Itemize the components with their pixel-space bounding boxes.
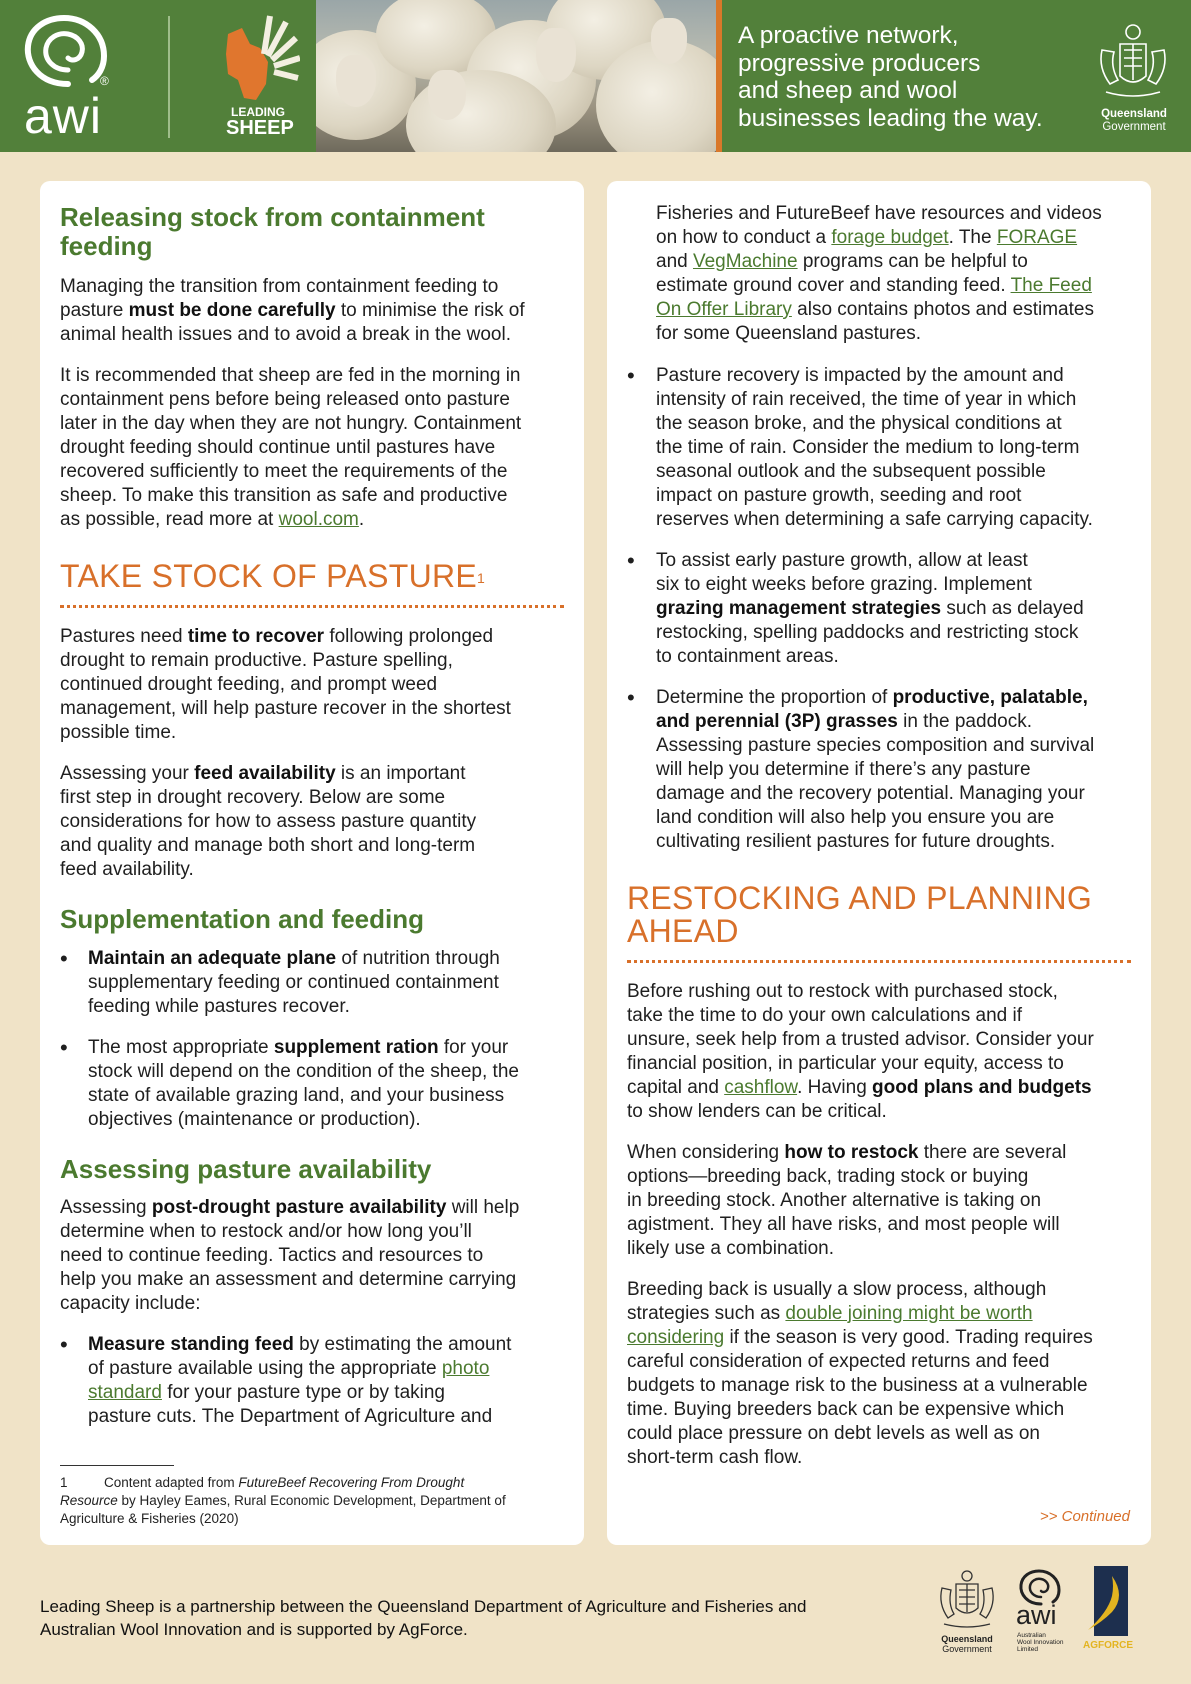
footer-queensland-label <box>930 1634 1004 1654</box>
continued-label[interactable]: >> Continued <box>1039 1508 1130 1525</box>
header-accent-stripe <box>716 0 722 152</box>
text-line <box>627 1302 1137 1326</box>
text-line: six to eight weeks before grazing. Implement <box>656 574 1032 595</box>
qld-sub: Government <box>1102 121 1166 133</box>
heading-assessing-pasture: Assessing pasture availability <box>60 1154 432 1184</box>
cashflow-link[interactable]: cashflow <box>724 1077 798 1098</box>
text-run: also contains photos and estimates <box>791 299 1094 320</box>
heading-restocking <box>627 882 1147 948</box>
text-run: . Having <box>797 1077 873 1098</box>
text-run: such as delayed <box>941 598 1084 619</box>
bullet-early-growth <box>656 549 1136 669</box>
photo-standard-link-cont[interactable]: standard <box>88 1382 162 1403</box>
bold-text: post-drought pasture availability <box>151 1197 447 1218</box>
text-line: the time of rain. Consider the medium to long-term <box>656 437 1080 458</box>
bullet-dot: • <box>60 1035 68 1060</box>
bold-text: productive, palatable, <box>892 687 1088 708</box>
text-line <box>656 226 1136 250</box>
tagline-line: and sheep and wool <box>738 77 958 104</box>
paragraph-forage-resources <box>656 202 1136 346</box>
text-line <box>60 1196 580 1220</box>
dotted-divider <box>60 605 564 608</box>
text-run: for your pasture type or by taking <box>161 1382 445 1403</box>
text-run: if the season is very good. Trading requires <box>724 1327 1093 1348</box>
text-run: of pasture available using the appropriate <box>88 1358 442 1379</box>
text-run: Determine the proportion of <box>656 687 893 708</box>
bold-text: must be done carefully <box>128 300 336 321</box>
partnership-statement <box>40 1595 890 1641</box>
text-line: determine when to restock and/or how long you’ll <box>60 1221 472 1242</box>
text-run: following prolonged <box>324 626 494 647</box>
leading-sheep-line1: LEADING <box>231 105 285 119</box>
text-line: intensity of rain received, the time of year in which <box>656 389 1077 410</box>
paragraph-feed-availability <box>60 762 580 882</box>
text-line: Leading Sheep is a partnership between the Queensland Department of Agriculture and Fisheries and <box>40 1597 807 1616</box>
text-line <box>656 686 1136 710</box>
text-line: careful consideration of expected returns and feed <box>627 1351 1050 1372</box>
text-run: by estimating the amount <box>293 1334 512 1355</box>
paragraph-pastures-recover <box>60 625 580 745</box>
text-run: programs can be helpful to <box>797 251 1028 272</box>
text-line: drought to remain productive. Pasture spelling, <box>60 650 453 671</box>
text-run: and <box>656 251 693 272</box>
paragraph-transition <box>60 275 580 347</box>
leading-sheep-line2: SHEEP <box>226 117 294 139</box>
text-line: Pasture recovery is impacted by the amount and <box>656 365 1064 386</box>
bold-text: how to restock <box>784 1142 919 1163</box>
heading-line: RESTOCKING AND PLANNING <box>627 880 1093 916</box>
text-run: by Hayley Eames, Rural Economic Development, Department of <box>117 1493 506 1508</box>
bullet-3p-grasses <box>656 686 1136 854</box>
text-line: capacity include: <box>60 1293 201 1314</box>
header-tagline <box>738 22 1088 132</box>
text-line: Assessing pasture species composition and survival <box>656 735 1095 756</box>
footnote-line: Agriculture & Fisheries (2020) <box>60 1511 239 1526</box>
text-line: drought feeding should continue until pastures have <box>60 437 496 458</box>
agforce-wordmark: AGFORCE <box>1083 1640 1133 1651</box>
forage-budget-link[interactable]: forage budget <box>831 227 949 248</box>
leading-sheep-wordmark <box>226 105 294 139</box>
awi-sub-line: Limited <box>1017 1646 1038 1653</box>
paragraph-before-rushing <box>627 980 1137 1124</box>
text-run: Assessing your <box>60 763 195 784</box>
text-line <box>627 1141 1137 1165</box>
text-line: time. Buying breeders back can be expensive which <box>627 1399 1065 1420</box>
italic-text: Resource <box>60 1493 118 1508</box>
text-line: in breeding stock. Another alternative is taking on <box>627 1190 1042 1211</box>
text-line: pasture cuts. The Department of Agriculture and <box>88 1406 493 1427</box>
bold-text: grazing management strategies <box>656 598 942 619</box>
wool-com-link[interactable]: wool.com <box>278 509 359 530</box>
text-line <box>60 508 580 532</box>
text-line: animal health issues and to avoid a break in the wool. <box>60 324 511 345</box>
text-line: first step in drought recovery. Below are some <box>60 787 446 808</box>
heading-releasing-stock <box>60 203 580 261</box>
text-run: The most appropriate <box>88 1037 274 1058</box>
heading-take-stock <box>60 560 580 593</box>
text-run: there are several <box>918 1142 1067 1163</box>
footnote-number: 1 <box>60 1475 68 1490</box>
text-line: land condition will also help you ensure you are <box>656 807 1055 828</box>
footer-awi-wordmark: awi <box>1016 1600 1057 1630</box>
registered-mark: ® <box>100 74 109 88</box>
text-line: objectives (maintenance or production). <box>88 1109 421 1130</box>
text-line: containment pens before being released onto pasture <box>60 389 510 410</box>
text-line: feeding while pastures recover. <box>88 996 350 1017</box>
footnote-line <box>60 1492 576 1510</box>
feed-on-offer-link[interactable]: The Feed <box>1010 275 1092 296</box>
text-line: continued drought feeding, and prompt weed <box>60 674 438 695</box>
text-line: likely use a combination. <box>627 1238 834 1259</box>
feed-on-offer-link-cont[interactable]: On Offer Library <box>656 299 792 320</box>
bold-text: Maintain an adequate plane <box>88 948 337 969</box>
heading-supplementation: Supplementation and feeding <box>60 904 425 934</box>
heading-line: Releasing stock from containment <box>60 202 485 232</box>
double-joining-link-cont[interactable]: considering <box>627 1327 725 1348</box>
text-line: agistment. They all have risks, and most people will <box>627 1214 1060 1235</box>
heading-line: feeding <box>60 231 153 261</box>
text-line: short-term cash flow. <box>627 1447 803 1468</box>
paragraph-breeding-back <box>627 1278 1137 1470</box>
italic-text: FutureBeef Recovering From Drought <box>238 1475 465 1490</box>
qld-name: Queensland <box>941 1634 993 1644</box>
text-line <box>656 710 1136 734</box>
text-line <box>88 1036 578 1060</box>
footnote-marker: 1 <box>477 570 486 586</box>
text-run: will help <box>446 1197 520 1218</box>
bold-text: and perennial (3P) grasses <box>656 711 898 732</box>
text-run: strategies such as <box>627 1303 786 1324</box>
paragraph-how-to-restock <box>627 1141 1137 1261</box>
text-line: feed availability. <box>60 859 194 880</box>
paragraph-post-drought-availability <box>60 1196 580 1316</box>
text-run: Assessing <box>60 1197 152 1218</box>
text-line: and quality and manage both short and long-term <box>60 835 476 856</box>
bold-text: time to recover <box>187 626 325 647</box>
text-line <box>656 298 1136 322</box>
text-run: of nutrition through <box>336 948 500 969</box>
footnote-rule <box>60 1465 174 1466</box>
footnote-line <box>60 1474 576 1492</box>
text-line <box>627 1076 1137 1100</box>
text-line: Australian Wool Innovation and is supported by AgForce. <box>40 1620 468 1639</box>
double-joining-link[interactable]: double joining might be worth <box>785 1303 1033 1324</box>
text-run: as possible, read more at <box>60 509 279 530</box>
text-line: recovered sufficiently to meet the requirements of the <box>60 461 508 482</box>
text-line: stock will depend on the condition of the sheep, the <box>88 1061 519 1082</box>
text-run: Content adapted from <box>104 1475 239 1490</box>
text-line: damage and the recovery potential. Managing your <box>656 783 1085 804</box>
text-run: When considering <box>627 1142 785 1163</box>
text-run: capital and <box>627 1077 725 1098</box>
bullet-pasture-recovery <box>656 364 1136 532</box>
queensland-government-label <box>1090 108 1178 134</box>
text-line: Breeding back is usually a slow process, although <box>627 1279 1047 1300</box>
text-line: restocking, spelling paddocks and restricting stock <box>656 622 1079 643</box>
tagline-line: A proactive network, <box>738 22 959 49</box>
text-run: Pastures need <box>60 626 188 647</box>
text-line: supplementary feeding or continued containment <box>88 972 499 993</box>
qld-sub: Government <box>942 1644 992 1654</box>
text-line <box>88 1333 578 1357</box>
text-line: options—breeding back, trading stock or buying <box>627 1166 1029 1187</box>
text-line: help you make an assessment and determine carrying <box>60 1269 517 1290</box>
bullet-dot: • <box>60 946 68 971</box>
awi-logo-text: awi <box>24 88 103 144</box>
awi-sub-line: Australian <box>1017 1632 1046 1639</box>
text-run: is an important <box>335 763 466 784</box>
header-divider <box>168 16 170 138</box>
sheep-flock-photo <box>316 0 716 152</box>
text-line: to containment areas. <box>656 646 839 667</box>
bold-text: Measure standing feed <box>88 1334 294 1355</box>
text-line <box>88 1357 578 1381</box>
bullet-dot: • <box>627 363 635 388</box>
text-line: need to continue feeding. Tactics and resources to <box>60 1245 484 1266</box>
awi-sub-line: Wool Innovation <box>1017 1639 1064 1646</box>
heading-text: TAKE STOCK OF PASTURE <box>60 558 478 594</box>
text-line: sheep. To make this transition as safe and productive <box>60 485 508 506</box>
text-line: for some Queensland pastures. <box>656 323 922 344</box>
text-line <box>60 299 580 323</box>
text-line: Managing the transition from containment feeding to <box>60 276 499 297</box>
bullet-measure-standing-feed <box>88 1333 578 1429</box>
text-line: Fisheries and FutureBeef have resources and videos <box>656 203 1102 224</box>
bold-text: feed availability <box>194 763 336 784</box>
text-run: . The <box>948 227 997 248</box>
bold-text: good plans and budgets <box>872 1077 1092 1098</box>
bullet-dot: • <box>627 685 635 710</box>
text-line: seasonal outlook and the subsequent possible <box>656 461 1046 482</box>
text-run: for your <box>438 1037 509 1058</box>
text-line <box>627 1326 1137 1350</box>
footer-awi-subtitle <box>1017 1632 1067 1653</box>
header-banner <box>0 0 1191 152</box>
text-line <box>656 274 1136 298</box>
text-line: the season broke, and the physical conditions at <box>656 413 1062 434</box>
text-run: to minimise the risk of <box>335 300 525 321</box>
text-line: management, will help pasture recover in the shortest <box>60 698 511 719</box>
paragraph-recommended-feeding <box>60 364 580 532</box>
text-line: state of available grazing land, and your business <box>88 1085 505 1106</box>
text-line <box>88 947 578 971</box>
qld-name: Queensland <box>1101 108 1167 120</box>
vegmachine-link[interactable]: VegMachine <box>692 251 798 272</box>
tagline-line: businesses leading the way. <box>738 104 1043 132</box>
text-run: pasture <box>60 300 129 321</box>
tagline-line: progressive producers <box>738 49 981 77</box>
footnote <box>60 1474 576 1528</box>
text-line: later in the day when they are not hungry. Containment <box>60 413 522 434</box>
text-line: to show lenders can be critical. <box>627 1101 887 1122</box>
forage-link[interactable]: FORAGE <box>996 227 1078 248</box>
bullet-dot: • <box>627 548 635 573</box>
text-line: cultivating resilient pastures for future droughts. <box>656 831 1056 852</box>
text-line: Before rushing out to restock with purchased stock, <box>627 981 1058 1002</box>
text-line: budgets to manage risk to the business at a vulnerable <box>627 1375 1088 1396</box>
text-line: will help you determine if there’s any pasture <box>656 759 1031 780</box>
text-line <box>656 597 1136 621</box>
heading-line: AHEAD <box>627 913 739 949</box>
text-line: financial position, in particular your equity, access to <box>627 1053 1064 1074</box>
text-line: unsure, seek help from a trusted advisor. Consider your <box>627 1029 1094 1050</box>
text-line <box>656 250 1136 274</box>
text-run: estimate ground cover and standing feed. <box>656 275 1011 296</box>
text-line: take the time to do your own calculations and if <box>627 1005 1023 1026</box>
text-line <box>88 1381 578 1405</box>
bullet-supplement-ration <box>88 1036 578 1132</box>
dotted-divider <box>627 960 1131 963</box>
text-line <box>60 762 580 786</box>
bullet-dot: • <box>60 1332 68 1357</box>
text-run: on how to conduct a <box>656 227 832 248</box>
text-line <box>60 625 580 649</box>
text-line: possible time. <box>60 722 177 743</box>
text-line: To assist early pasture growth, allow at least <box>656 550 1028 571</box>
text-line: reserves when determining a safe carrying capacity. <box>656 509 1093 530</box>
text-line: impact on pasture growth, seeding and root <box>656 485 1022 506</box>
text-line: could place pressure on debt levels as well as on <box>627 1423 1040 1444</box>
text-line: considerations for how to assess pasture quantity <box>60 811 477 832</box>
text-line: It is recommended that sheep are fed in the morning in <box>60 365 521 386</box>
text-run: in the paddock. <box>897 711 1032 732</box>
text-run: . <box>358 509 365 530</box>
bullet-adequate-plane <box>88 947 578 1019</box>
bold-text: supplement ration <box>273 1037 439 1058</box>
photo-standard-link[interactable]: photo <box>441 1358 490 1379</box>
